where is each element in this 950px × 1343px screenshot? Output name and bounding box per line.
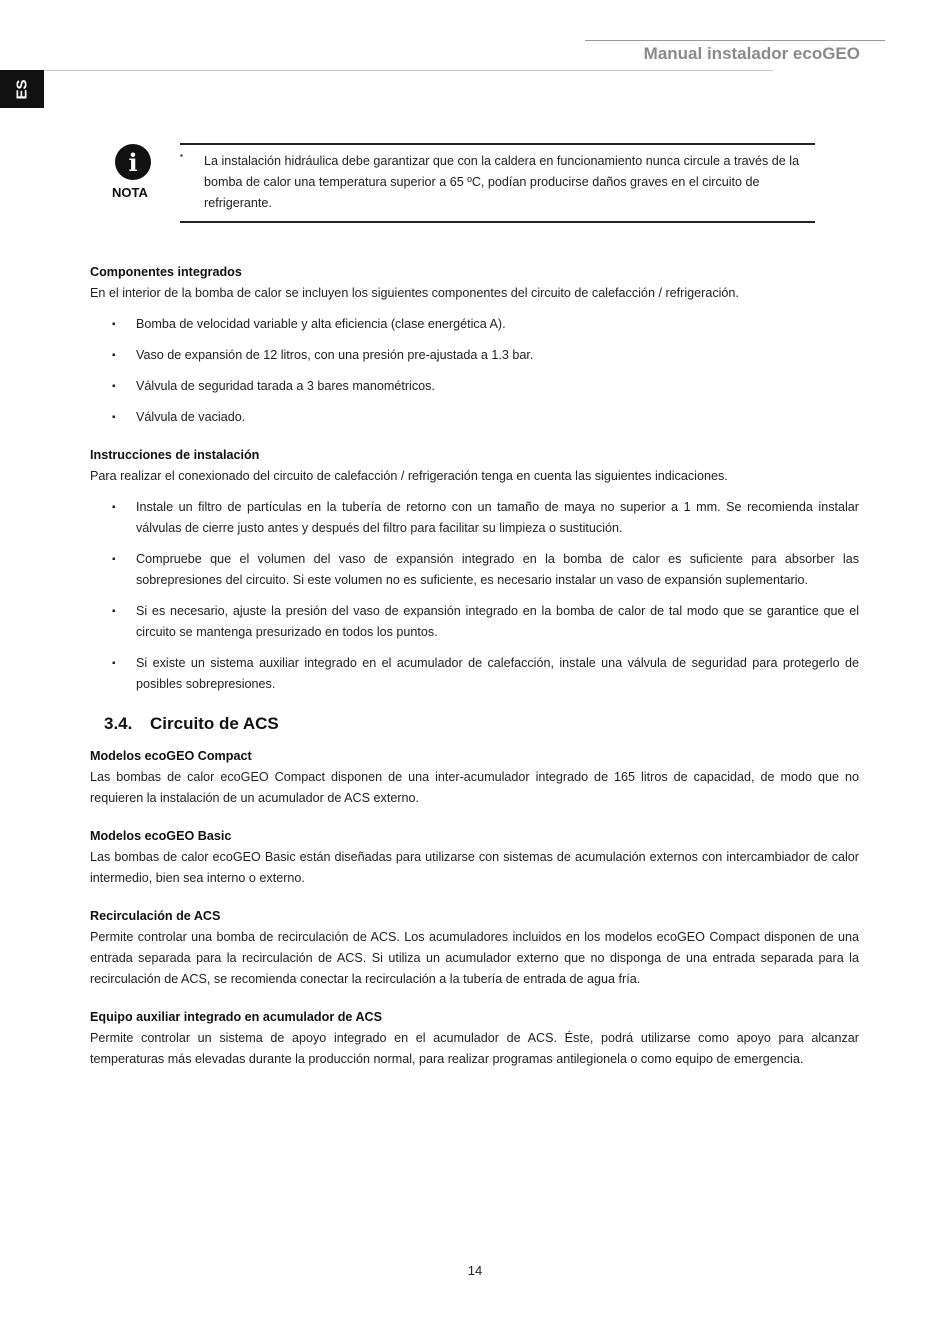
auxiliar-heading: Equipo auxiliar integrado en acumulador de ACS (90, 1010, 383, 1024)
page-number: 14 (467, 1263, 483, 1278)
componentes-intro: En el interior de la bomba de calor se incluyen los siguientes componentes del circuito de calefacción / refrigeración. (90, 286, 739, 300)
header-rule-bottom (45, 70, 773, 71)
list-item: ▪ Válvula de seguridad tarada a 3 bares manométricos. (90, 376, 859, 397)
section-number: 3.4. (104, 714, 133, 733)
language-tab (0, 70, 44, 108)
instrucciones-heading: Instrucciones de instalación (90, 448, 260, 462)
document-title: Manual instalador ecoGEO (643, 44, 860, 63)
list-item: ▪ Bomba de velocidad variable y alta eficiencia (clase energética A). (90, 314, 859, 335)
componentes-list (90, 314, 859, 428)
componentes-heading: Componentes integrados (90, 265, 242, 279)
basic-heading: Modelos ecoGEO Basic (90, 829, 232, 843)
note-block (90, 143, 815, 225)
main-content (90, 262, 859, 1070)
list-item: ▪ Válvula de vaciado. (90, 407, 859, 428)
header-rule-top (585, 40, 885, 41)
compact-heading: Modelos ecoGEO Compact (90, 749, 252, 763)
bullet-icon: ▪ (180, 151, 183, 160)
instrucciones-list (90, 497, 859, 695)
note-box (180, 143, 815, 223)
instrucciones-intro: Para realizar el conexionado del circuito de calefacción / refrigeración tenga en cuenta las siguientes indicaciones. (90, 469, 728, 483)
note-label: NOTA (112, 185, 148, 200)
list-item: ▪ Si es necesario, ajuste la presión del vaso de expansión integrado en la bomba de calor de tal modo que se garantice que el circuito se mantenga presurizado en todos los puntos. (90, 601, 859, 643)
list-item: ▪ Compruebe que el volumen del vaso de expansión integrado en la bomba de calor es suficiente para absorber las sobrepresiones del circuito. Si este volumen no es suficiente, es necesario instalar un vaso de expansión suplementario. (90, 549, 859, 591)
section-title: Circuito de ACS (150, 714, 279, 733)
list-item: ▪ Instale un filtro de partículas en la tubería de retorno con un tamaño de maya no superior a 1 mm. Se recomienda instalar válvulas de cierre justo antes y después del filtro para facilitar su limpieza o sustitución. (90, 497, 859, 539)
auxiliar-text: Permite controlar un sistema de apoyo integrado en el acumulador de ACS. Éste, podrá utilizarse como apoyo para alcanzar temperaturas más elevadas durante la producción normal, para realizar programas antilegionela o como equipo de emergencia. (90, 1031, 859, 1066)
compact-text: Las bombas de calor ecoGEO Compact disponen de una inter-acumulador integrado de 165 litros de capacidad, de modo que no requieren la instalación de un acumulador de ACS externo. (90, 770, 859, 805)
language-label: ES (13, 78, 31, 100)
recirculacion-heading: Recirculación de ACS (90, 909, 221, 923)
info-icon: i (115, 144, 151, 180)
section-heading (104, 713, 859, 734)
list-item: ▪ Si existe un sistema auxiliar integrado en el acumulador de calefacción, instale una válvula de seguridad para protegerlo de posibles sobrepresiones. (90, 653, 859, 695)
basic-text: Las bombas de calor ecoGEO Basic están diseñadas para utilizarse con sistemas de acumulación externos con intercambiador de calor intermedio, bien sea interno o externo. (90, 850, 859, 885)
note-text: La instalación hidráulica debe garantizar que con la caldera en funcionamiento nunca circule a través de la bomba de calor una temperatura superior a 65 ºC, podían producirse daños graves en el circuito de refrigerante. (204, 154, 800, 210)
recirculacion-text: Permite controlar una bomba de recirculación de ACS. Los acumuladores incluidos en los modelos ecoGEO Compact disponen de una entrada separada para la recirculación de ACS. Si utiliza un acumulador externo que no disponga de una entrada separada para la recirculación de ACS, se recomienda conectar la recirculación a la tubería de entrada de agua fría. (90, 930, 859, 986)
list-item: ▪ Vaso de expansión de 12 litros, con una presión pre-ajustada a 1.3 bar. (90, 345, 859, 366)
